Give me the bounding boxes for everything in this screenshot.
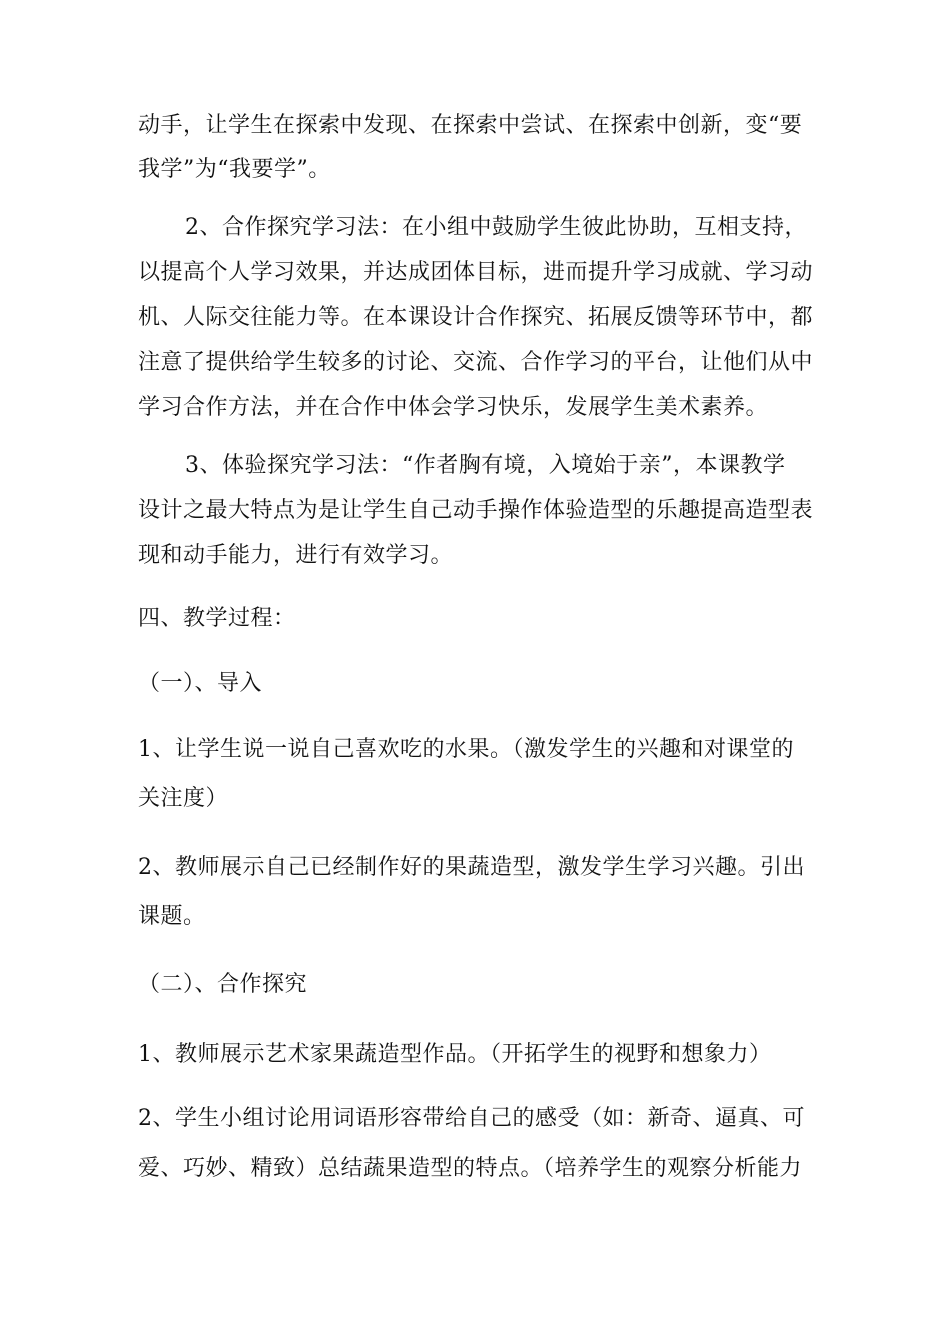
paragraph-line: 2、合作探究学习法：在小组中鼓励学生彼此协助，互相支持，	[185, 215, 807, 240]
paragraph-line: 动手，让学生在探索中发现、在探索中尝试、在探索中创新，变“要	[138, 113, 803, 138]
subsection-heading: （二）、合作探究	[138, 972, 308, 997]
paragraph-line: 关注度）	[138, 786, 229, 811]
paragraph-line: 课题。	[138, 904, 206, 929]
paragraph-line: 机、人际交往能力等。在本课设计合作探究、拓展反馈等环节中，都	[138, 305, 814, 330]
paragraph-line: 我学”为“我要学”。	[138, 157, 331, 182]
paragraph-line: 注意了提供给学生较多的讨论、交流、合作学习的平台，让他们从中	[138, 350, 814, 375]
paragraph-line: 2、教师展示自己已经制作好的果蔬造型，激发学生学习兴趣。引出	[138, 855, 805, 880]
paragraph-line: 3、体验探究学习法：“作者胸有境，入境始于亲”，本课教学	[185, 453, 786, 478]
subsection-heading: （一）、导入	[138, 671, 263, 696]
paragraph-line: 1、教师展示艺术家果蔬造型作品。（开拓学生的视野和想象力）	[138, 1042, 772, 1067]
paragraph-line: 学习合作方法，并在合作中体会学习快乐，发展学生美术素养。	[138, 395, 769, 420]
section-heading: 四、教学过程：	[138, 606, 296, 631]
paragraph-line: 1、让学生说一说自己喜欢吃的水果。（激发学生的兴趣和对课堂的	[138, 737, 794, 762]
paragraph-line: 2、学生小组讨论用词语形容带给自己的感受（如：新奇、逼真、可	[138, 1106, 805, 1131]
paragraph-line: 以提高个人学习效果，并达成团体目标，进而提升学习成就、学习动	[138, 260, 814, 285]
paragraph-line: 爱、巧妙、精致）总结蔬果造型的特点。（培养学生的观察分析能力	[138, 1156, 803, 1181]
paragraph-line: 设计之最大特点为是让学生自己动手操作体验造型的乐趣提高造型表	[138, 498, 814, 523]
paragraph-line: 现和动手能力，进行有效学习。	[138, 543, 454, 568]
